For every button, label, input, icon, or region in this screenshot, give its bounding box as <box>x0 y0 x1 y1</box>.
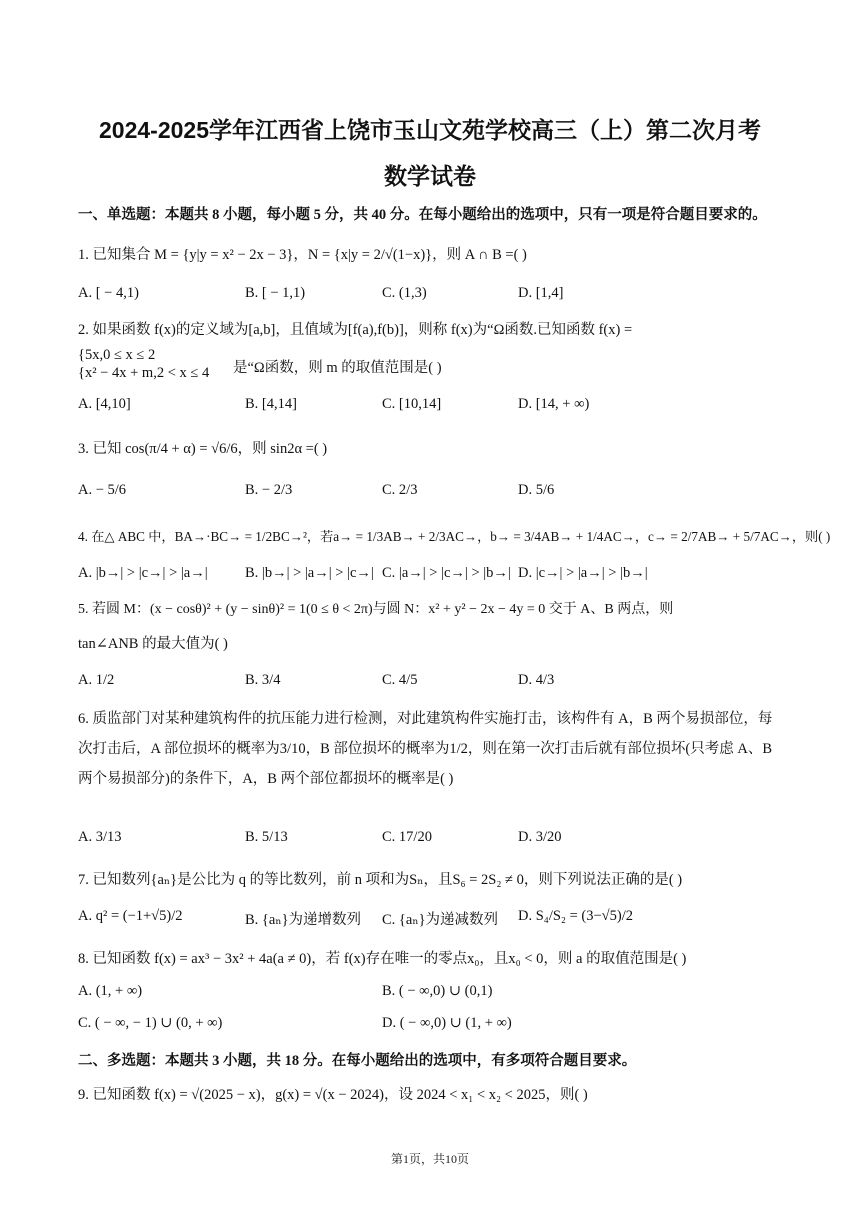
question-1-option-c: C. (1,3) <box>382 285 427 301</box>
question-6-stem: 6. 质监部门对某种建筑构件的抗压能力进行检测，对此建筑构件实施打击，该构件有 A，B 两个易损部位，每次打击后，A 部位损坏的概率为3/10，B 部位损坏的概率为1/2，则在第一次打击后就有部位损坏(只考虑 A、B 两个易损部分)的条件下，A，B 两个部位都损坏的概率是( ) <box>78 711 773 787</box>
question-9-stem: 9. 已知函数 f(x) = √(2025 − x)，g(x) = √(x − 2024)，设 2024 < x₁ < x₂ < 2025，则( ) <box>78 1087 588 1103</box>
question-2-stem: 2. 如果函数 f(x)的定义域为[a,b]，且值域为[f(a),f(b)]，则称 f(x)为“Ω函数.已知函数 f(x) = <box>78 322 633 338</box>
question-8-option-d: D. ( − ∞,0) ∪ (1, + ∞) <box>382 1015 512 1031</box>
question-3-option-d: D. 5/6 <box>518 482 555 498</box>
question-5-stem-line-1: 5. 若圆 M：(x − cosθ)² + (y − sinθ)² = 1(0 ≤ θ < 2π)与圆 N：x² + y² − 2x − 4y = 0 交于 A、B 两点，则 <box>78 602 674 617</box>
question-4-option-a: A. |b→| > |c→| > |a→| <box>78 565 208 581</box>
question-4-option-b: B. |b→| > |a→| > |c→| <box>245 565 374 581</box>
section-heading-single-choice: 一、单选题：本题共 8 小题，每小题 5 分，共 40 分。在每小题给出的选项中，只有一项是符合题目要求的。 <box>78 207 767 223</box>
question-7-option-a: A. q² = (−1+√5)/2 <box>78 908 183 924</box>
question-5-option-a: A. 1/2 <box>78 672 115 688</box>
question-7-option-c: C. {aₙ}为递减数列 <box>382 912 499 928</box>
question-6-option-a: A. 3/13 <box>78 829 122 845</box>
exam-subtitle: 数学试卷 <box>384 163 476 189</box>
question-4-option-c: C. |a→| > |c→| > |b→| <box>382 565 511 581</box>
question-3-stem: 3. 已知 cos(π/4 + α) = √6/6，则 sin2α =( ) <box>78 441 328 457</box>
section-heading-multiple-choice: 二、多选题：本题共 3 小题，共 18 分。在每小题给出的选项中，有多项符合题目要求。 <box>78 1053 637 1069</box>
question-5-option-b: B. 3/4 <box>245 672 281 688</box>
question-2-option-a: A. [4,10] <box>78 396 131 412</box>
question-2-piecewise-line-1: {5x,0 ≤ x ≤ 2 <box>78 347 156 363</box>
question-1-stem: 1. 已知集合 M = {y|y = x² − 2x − 3}，N = {x|y = 2/√(1−x)}，则 A ∩ B =( ) <box>78 247 527 263</box>
question-4-stem: 4. 在△ ABC 中，BA→·BC→ = 1/2BC→²，若a→ = 1/3AB→ + 2/3AC→，b→ = 3/4AB→ + 1/4AC→，c→ = 2/7AB→ + 5/7AC→，则( ) <box>78 529 831 544</box>
question-6-option-d: D. 3/20 <box>518 829 562 845</box>
page-footer: 第1页，共10页 <box>390 1152 469 1166</box>
question-2-option-b: B. [4,14] <box>245 396 297 412</box>
question-2-piecewise-line-2: {x² − 4x + m,2 < x ≤ 4 <box>78 365 210 381</box>
question-7-stem: 7. 已知数列{aₙ}是公比为 q 的等比数列，前 n 项和为Sₙ，且S₆ = 2S₂ ≠ 0，则下列说法正确的是( ) <box>78 872 683 888</box>
question-1-option-d: D. [1,4] <box>518 285 564 301</box>
exam-title: 2024-2025学年江西省上饶市玉山文苑学校高三（上）第二次月考 <box>99 117 761 143</box>
question-2-option-c: C. [10,14] <box>382 396 442 412</box>
question-8-stem: 8. 已知函数 f(x) = ax³ − 3x² + 4a(a ≠ 0)，若 f(x)存在唯一的零点x₀，且x₀ < 0，则 a 的取值范围是( ) <box>78 951 687 967</box>
question-5-stem-line-2: tan∠ANB 的最大值为( ) <box>78 636 228 652</box>
question-8-option-c: C. ( − ∞, − 1) ∪ (0, + ∞) <box>78 1015 223 1031</box>
question-7-option-b: B. {aₙ}为递增数列 <box>245 912 362 928</box>
question-7-option-d: D. S₄/S₂ = (3−√5)/2 <box>518 908 633 924</box>
question-2-option-d: D. [14, + ∞) <box>518 396 590 412</box>
question-8-option-a: A. (1, + ∞) <box>78 983 143 999</box>
question-2-stem-tail: 是“Ω函数，则 m 的取值范围是( ) <box>233 360 442 376</box>
question-4-option-d: D. |c→| > |a→| > |b→| <box>518 565 648 581</box>
question-5-option-c: C. 4/5 <box>382 672 418 688</box>
question-6-option-c: C. 17/20 <box>382 829 432 845</box>
question-8-option-b: B. ( − ∞,0) ∪ (0,1) <box>382 983 493 999</box>
question-1-option-b: B. [ − 1,1) <box>245 285 306 301</box>
question-3-option-b: B. − 2/3 <box>245 482 293 498</box>
question-3-option-a: A. − 5/6 <box>78 482 127 498</box>
question-1-option-a: A. [ − 4,1) <box>78 285 139 301</box>
question-6-option-b: B. 5/13 <box>245 829 288 845</box>
question-5-option-d: D. 4/3 <box>518 672 555 688</box>
question-3-option-c: C. 2/3 <box>382 482 418 498</box>
